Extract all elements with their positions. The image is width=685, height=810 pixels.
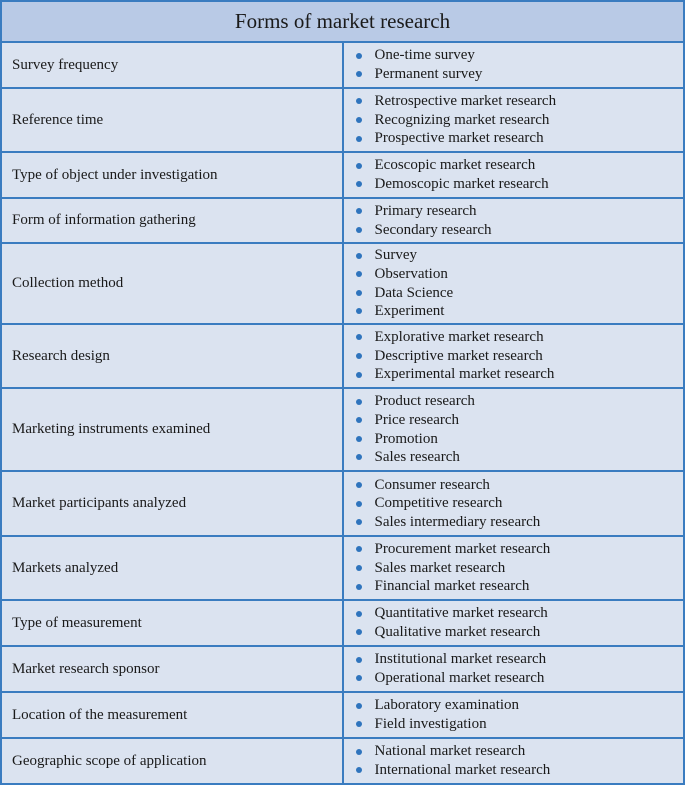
- list-item: [354, 448, 684, 467]
- items-cell: [343, 738, 685, 784]
- bullet-icon: [356, 227, 362, 233]
- item-text: Retrospective market research: [374, 93, 557, 110]
- item-text: Primary research: [374, 202, 477, 219]
- bullet-list: [354, 46, 684, 83]
- list-item: [354, 284, 684, 303]
- bullet-icon: [356, 436, 362, 442]
- bullet-icon: [356, 136, 362, 142]
- list-item: [354, 476, 684, 495]
- items-cell: [343, 198, 685, 243]
- item-text: International market research: [374, 762, 551, 778]
- item-text: Field investigation: [374, 716, 487, 732]
- items-cell: [343, 152, 685, 198]
- list-item: [354, 742, 684, 761]
- item-text: Sales research: [374, 449, 460, 466]
- category-cell: Type of measurement: [1, 600, 343, 646]
- bullet-icon: [356, 657, 362, 663]
- item-text: Survey: [374, 247, 417, 264]
- list-item: [354, 46, 684, 65]
- bullet-icon: [356, 454, 362, 460]
- bullet-icon: [356, 546, 362, 552]
- item-text: Experimental market research: [374, 366, 555, 383]
- list-item: [354, 175, 684, 194]
- list-item: [354, 696, 684, 715]
- bullet-list: [354, 392, 684, 466]
- list-item: [354, 365, 684, 384]
- bullet-list: [354, 604, 684, 641]
- category-cell: Market participants analyzed: [1, 471, 343, 536]
- bullet-icon: [356, 629, 362, 635]
- list-item: [354, 302, 684, 321]
- table-row: [1, 536, 684, 600]
- item-text: Descriptive market research: [374, 347, 543, 364]
- item-text: Sales market research: [374, 559, 506, 576]
- bullet-icon: [356, 353, 362, 359]
- bullet-icon: [356, 565, 362, 571]
- items-cell: [343, 600, 685, 646]
- category-cell: Geographic scope of application: [1, 738, 343, 784]
- bullet-list: [354, 92, 684, 148]
- table-row: [1, 646, 684, 692]
- list-item: [354, 111, 684, 130]
- bullet-icon: [356, 117, 362, 123]
- bullet-icon: [356, 767, 362, 773]
- bullet-icon: [356, 334, 362, 340]
- list-item: [354, 411, 684, 430]
- table-row: [1, 738, 684, 784]
- item-text: Recognizing market research: [374, 111, 550, 128]
- table-row: [1, 88, 684, 152]
- table-row: [1, 324, 684, 388]
- list-item: [354, 494, 684, 513]
- item-text: Operational market research: [374, 670, 545, 686]
- bullet-icon: [356, 417, 362, 423]
- items-cell: [343, 42, 685, 88]
- table-row: [1, 600, 684, 646]
- item-text: Price research: [374, 411, 460, 428]
- item-text: Observation: [374, 265, 448, 282]
- category-cell: Marketing instruments examined: [1, 388, 343, 471]
- bullet-icon: [356, 98, 362, 104]
- bullet-icon: [356, 501, 362, 507]
- list-item: [354, 604, 684, 623]
- bullet-icon: [356, 519, 362, 525]
- items-cell: [343, 692, 685, 738]
- list-item: [354, 669, 684, 688]
- item-text: Demoscopic market research: [374, 176, 549, 192]
- bullet-icon: [356, 271, 362, 277]
- item-text: Promotion: [374, 430, 438, 447]
- table-row: [1, 152, 684, 198]
- bullet-icon: [356, 482, 362, 488]
- list-item: [354, 650, 684, 669]
- item-text: Explorative market research: [374, 329, 544, 346]
- category-cell: Survey frequency: [1, 42, 343, 88]
- bullet-icon: [356, 71, 362, 77]
- category-cell: Reference time: [1, 88, 343, 152]
- list-item: [354, 761, 684, 780]
- bullet-list: [354, 476, 684, 532]
- item-text: Experiment: [374, 303, 445, 320]
- bullet-icon: [356, 53, 362, 59]
- list-item: [354, 623, 684, 642]
- item-text: Financial market research: [374, 578, 530, 595]
- item-text: Competitive research: [374, 495, 503, 512]
- bullet-icon: [356, 290, 362, 296]
- bullet-list: [354, 328, 684, 384]
- category-cell: Research design: [1, 324, 343, 388]
- category-cell: Form of information gathering: [1, 198, 343, 243]
- category-cell: Markets analyzed: [1, 536, 343, 600]
- table-row: [1, 243, 684, 324]
- table-row: [1, 198, 684, 243]
- list-item: [354, 202, 684, 221]
- item-text: Product research: [374, 393, 475, 410]
- item-text: Ecoscopic market research: [374, 157, 536, 174]
- list-item: [354, 129, 684, 148]
- bullet-icon: [356, 253, 362, 259]
- items-cell: [343, 324, 685, 388]
- category-cell: Collection method: [1, 243, 343, 324]
- list-item: [354, 328, 684, 347]
- table-title: Forms of market research: [1, 1, 684, 42]
- bullet-list: [354, 696, 684, 733]
- bullet-list: [354, 742, 684, 779]
- items-cell: [343, 243, 685, 324]
- list-item: [354, 430, 684, 449]
- category-cell: Market research sponsor: [1, 646, 343, 692]
- list-item: [354, 92, 684, 111]
- category-cell: Type of object under investigation: [1, 152, 343, 198]
- bullet-list: [354, 156, 684, 193]
- item-text: Consumer research: [374, 476, 490, 493]
- item-text: Qualitative market research: [374, 624, 541, 640]
- item-text: National market research: [374, 743, 526, 760]
- list-item: [354, 156, 684, 175]
- bullet-list: [354, 650, 684, 687]
- items-cell: [343, 646, 685, 692]
- bullet-icon: [356, 611, 362, 617]
- bullet-list: [354, 246, 684, 320]
- bullet-list: [354, 540, 684, 596]
- item-text: Sales intermediary research: [374, 513, 541, 530]
- table-row: [1, 471, 684, 536]
- item-text: One-time survey: [374, 47, 475, 64]
- item-text: Data Science: [374, 284, 454, 301]
- items-cell: [343, 388, 685, 471]
- list-item: [354, 513, 684, 532]
- table-row: [1, 388, 684, 471]
- category-cell: Location of the measurement: [1, 692, 343, 738]
- bullet-icon: [356, 208, 362, 214]
- bullet-icon: [356, 308, 362, 314]
- items-cell: [343, 536, 685, 600]
- bullet-icon: [356, 584, 362, 590]
- table-row: [1, 42, 684, 88]
- list-item: [354, 347, 684, 366]
- list-item: [354, 265, 684, 284]
- item-text: Institutional market research: [374, 651, 547, 668]
- items-cell: [343, 88, 685, 152]
- item-text: Procurement market research: [374, 541, 551, 558]
- items-cell: [343, 471, 685, 536]
- bullet-icon: [356, 721, 362, 727]
- list-item: [354, 559, 684, 578]
- bullet-icon: [356, 163, 362, 169]
- bullet-icon: [356, 703, 362, 709]
- item-text: Quantitative market research: [374, 605, 548, 622]
- list-item: [354, 221, 684, 240]
- list-item: [354, 577, 684, 596]
- item-text: Prospective market research: [374, 130, 544, 147]
- list-item: [354, 540, 684, 559]
- list-item: [354, 246, 684, 265]
- item-text: Secondary research: [374, 221, 492, 238]
- bullet-icon: [356, 749, 362, 755]
- item-text: Laboratory examination: [374, 697, 520, 714]
- item-text: Permanent survey: [374, 66, 483, 82]
- bullet-icon: [356, 181, 362, 187]
- list-item: [354, 715, 684, 734]
- bullet-icon: [356, 399, 362, 405]
- table-row: [1, 692, 684, 738]
- bullet-list: [354, 202, 684, 239]
- bullet-icon: [356, 372, 362, 378]
- list-item: [354, 65, 684, 84]
- list-item: [354, 392, 684, 411]
- bullet-icon: [356, 675, 362, 681]
